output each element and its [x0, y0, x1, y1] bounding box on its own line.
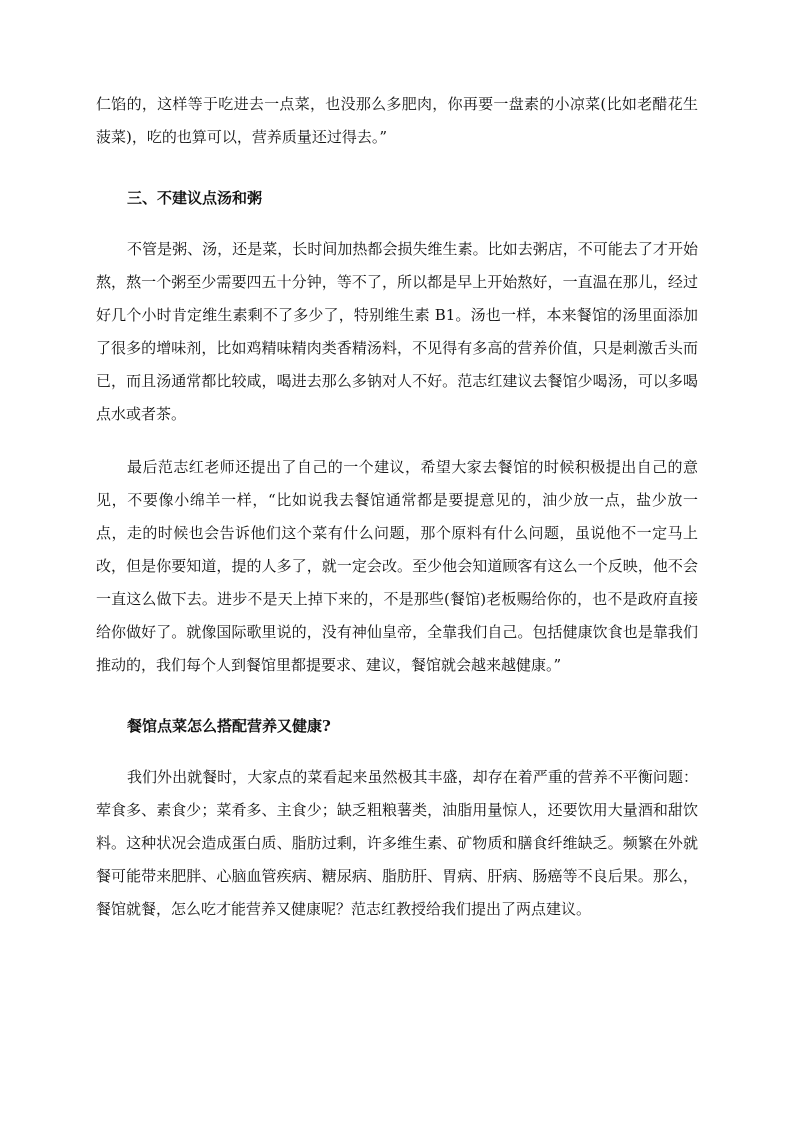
- paragraph-suggestion: 最后范志红老师还提出了自己的一个建议，希望大家去餐馆的时候积极提出自己的意见，不要像小绵羊一样，“比如说我去餐馆通常都是要提意见的，油少放一点，盐少放一点，走的时候也会告诉他们这个菜有什么问题，那个原料有什么问题，虽说他不一定马上改，但是你要知道，提的人多了，就一定会改。至少他会知道顾客有这么一个反映，他不会一直这么做下去。进步不是天上掉下来的，不是那些(餐馆)老板赐给你的，也不是政府直接给你做好了。就像国际歌里说的，没有神仙皇帝，全靠我们自己。包括健康饮食也是靠我们推动的，我们每个人到餐馆里都提要求、建议，餐馆就会越来越健康。”: [96, 458, 698, 674]
- section-heading-healthy-ordering: 餐馆点菜怎么搭配营养又健康?: [127, 717, 331, 735]
- section-heading-soup-porridge: 三、不建议点汤和粥: [127, 189, 263, 207]
- paragraph-eating-out: 我们外出就餐时，大家点的菜看起来虽然极其丰盛，却存在着严重的营养不平衡问题：荤食多、素食少；菜肴多、主食少；缺乏粗粮薯类，油脂用量惊人，还要饮用大量酒和甜饮料。这种状况会造成蛋白质、脂肪过剩，许多维生素、矿物质和膳食纤维缺乏。频繁在外就餐可能带来肥胖、心脑血管疾病、糖尿病、脂肪肝、胃病、肝病、肠癌等不良后果。那么，餐馆就餐，怎么吃才能营养又健康呢？范志红教授给我们提出了两点建议。: [96, 768, 698, 918]
- document-page: [96, 88, 698, 926]
- paragraph-continued: 仁馅的，这样等于吃进去一点菜，也没那么多肥肉，你再要一盘素的小凉菜(比如老醋花生菠菜)，吃的也算可以，营养质量还过得去。”: [96, 95, 698, 146]
- paragraph-soup-porridge: 不管是粥、汤，还是菜，长时间加热都会损失维生素。比如去粥店，不可能去了才开始熬，熬一个粥至少需要四五十分钟，等不了，所以都是早上开始熬好，一直温在那儿，经过好几个小时肯定维生素剩不了多少了，特别维生素 B1。汤也一样，本来餐馆的汤里面添加了很多的增味剂，比如鸡精味精肉类香精汤料，不见得有多高的营养价值，只是刺激舌头而已，而且汤通常都比较咸，喝进去那么多钠对人不好。范志红建议去餐馆少喝汤，可以多喝点水或者茶。: [96, 240, 698, 423]
